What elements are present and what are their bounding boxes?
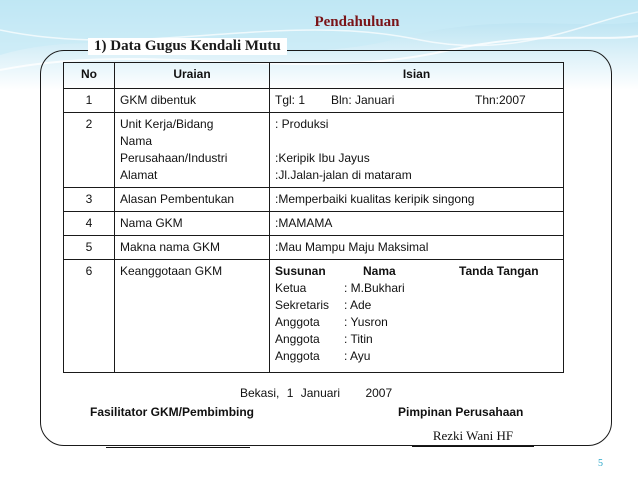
table-row: [64, 188, 564, 212]
member-role: Anggota: [275, 332, 320, 346]
uraian-line: Perusahaan/Industri: [120, 151, 228, 165]
members-header-susunan: Susunan: [275, 264, 326, 278]
uraian-line: Nama: [120, 134, 153, 148]
row-number: 3: [64, 188, 115, 212]
member-item: [275, 297, 558, 314]
row-isian-members: [270, 260, 564, 373]
section-title: 1) Data Gugus Kendali Mutu: [88, 38, 287, 55]
signing-place: Bekasi,: [240, 386, 280, 400]
members-header: [275, 263, 558, 280]
header-isian: Isian: [270, 63, 564, 89]
table-row: [64, 236, 564, 260]
facilitator-signature-line: [106, 447, 250, 448]
uraian-line: Alamat: [120, 168, 158, 182]
table-header-row: [64, 63, 564, 89]
row-number: 1: [64, 89, 115, 113]
bln-value: Bln: Januari: [331, 93, 395, 107]
row-uraian: [115, 113, 270, 188]
row-uraian: Nama GKM: [115, 212, 270, 236]
member-name: : Ayu: [344, 349, 371, 363]
row-isian: [270, 89, 564, 113]
row-isian: [270, 113, 564, 188]
member-name: : Titin: [344, 332, 373, 346]
members-header-nama: Nama: [363, 264, 396, 278]
signing-day: 1: [286, 386, 294, 400]
header-uraian: Uraian: [115, 63, 270, 89]
member-item: [275, 314, 558, 331]
member-name: : Ade: [344, 298, 372, 312]
gkm-data-table: [63, 62, 564, 373]
isian-unit: : Produksi: [275, 117, 329, 131]
signing-year: 2007: [365, 386, 393, 400]
signing-month: Januari: [300, 386, 341, 400]
member-role: Anggota: [275, 349, 320, 363]
signing-date: [240, 386, 396, 400]
member-item: [275, 280, 558, 297]
row-uraian: Alasan Pembentukan: [115, 188, 270, 212]
row-uraian: GKM dibentuk: [115, 89, 270, 113]
uraian-line: Unit Kerja/Bidang: [120, 117, 214, 131]
table-row: [64, 260, 564, 373]
tgl-value: Tgl: 1: [275, 93, 306, 107]
isian-alamat: :Jl.Jalan-jalan di mataram: [275, 168, 412, 182]
member-role: Anggota: [275, 315, 320, 329]
thn-value: Thn:2007: [475, 93, 526, 107]
isian-nama: :Keripik Ibu Jayus: [275, 151, 370, 165]
row-uraian: Makna nama GKM: [115, 236, 270, 260]
company-leader-label: Pimpinan Perusahaan: [398, 405, 524, 419]
row-uraian: Keanggotaan GKM: [115, 260, 270, 373]
slide-title: Pendahuluan: [314, 14, 400, 30]
company-leader-name: Rezki Wani HF: [412, 428, 534, 447]
row-number: 5: [64, 236, 115, 260]
table-row: [64, 89, 564, 113]
table-row: [64, 113, 564, 188]
member-item: [275, 331, 558, 348]
header-no: No: [64, 63, 115, 89]
member-role: Sekretaris: [275, 298, 330, 312]
members-header-tanda-tangan: Tanda Tangan: [459, 264, 539, 278]
row-isian: :Memperbaiki kualitas keripik singong: [270, 188, 564, 212]
row-number: 4: [64, 212, 115, 236]
member-role: Ketua: [275, 281, 307, 295]
member-item: [275, 348, 558, 365]
member-name: : Yusron: [344, 315, 388, 329]
row-isian: :Mau Mampu Maju Maksimal: [270, 236, 564, 260]
table-row: [64, 212, 564, 236]
row-number: 6: [64, 260, 115, 373]
page-number: 5: [598, 458, 603, 469]
row-isian: :MAMAMA: [270, 212, 564, 236]
row-number: 2: [64, 113, 115, 188]
member-name: : M.Bukhari: [344, 281, 405, 295]
facilitator-label: Fasilitator GKM/Pembimbing: [90, 405, 255, 419]
